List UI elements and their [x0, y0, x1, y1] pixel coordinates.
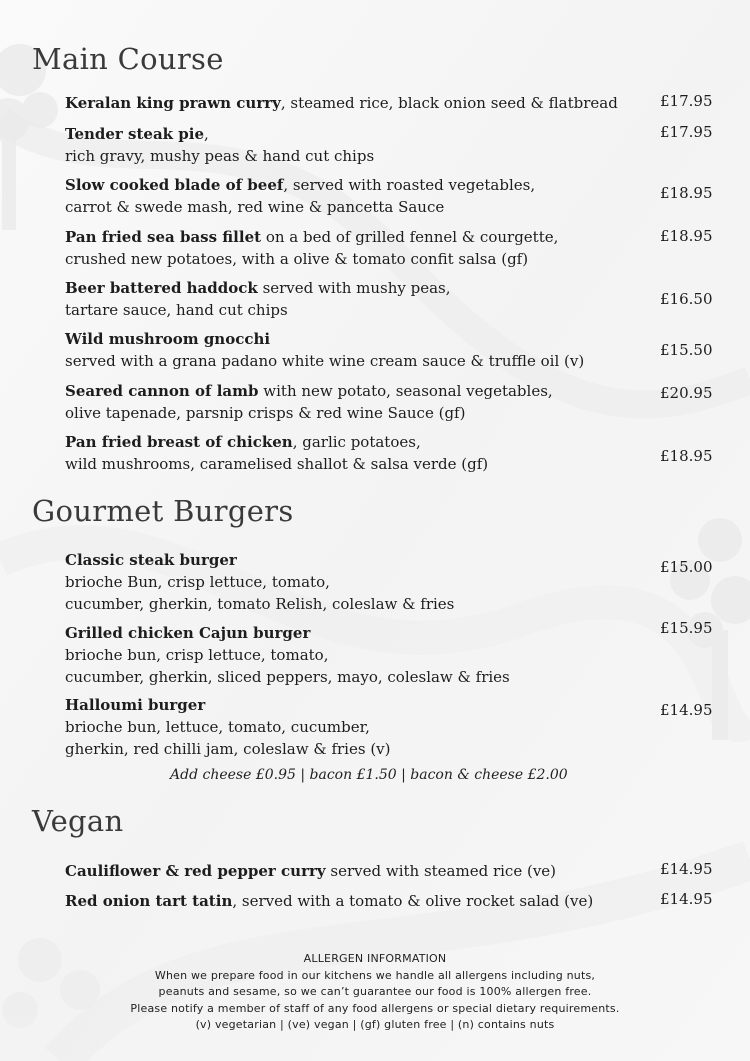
menu-item — [65, 174, 625, 218]
item-description: cucumber, gherkin, sliced peppers, mayo, coleslaw & fries — [65, 668, 510, 686]
item-description: with new potato, seasonal vegetables, — [258, 382, 553, 400]
item-price: £15.50 — [660, 341, 713, 359]
menu-item — [65, 622, 625, 688]
item-description: gherkin, red chilli jam, coleslaw & fries (v) — [65, 740, 391, 758]
item-description: brioche Bun, crisp lettuce, tomato, — [65, 573, 330, 591]
item-price: £16.50 — [660, 290, 713, 308]
section-title-gourmet-burgers: Gourmet Burgers — [32, 494, 294, 528]
allergen-key: (v) vegetarian | (ve) vegan | (gf) gluten free | (n) contains nuts — [195, 1018, 555, 1031]
item-description: wild mushrooms, caramelised shallot & salsa verde (gf) — [65, 455, 489, 473]
item-description: crushed new potatoes, with a olive & tomato confit salsa (gf) — [65, 250, 529, 268]
section-title-main-course: Main Course — [32, 42, 224, 76]
menu-item — [65, 328, 625, 372]
item-description: cucumber, gherkin, tomato Relish, coleslaw & fries — [65, 595, 455, 613]
item-description: rich gravy, mushy peas & hand cut chips — [65, 147, 375, 165]
item-description: , steamed rice, black onion seed & flatbread — [280, 94, 618, 112]
item-name: Classic steak burger — [65, 551, 237, 569]
menu-item — [65, 890, 625, 912]
menu-item — [65, 431, 625, 475]
item-name: Red onion tart tatin — [65, 892, 233, 910]
item-name: Pan fried sea bass fillet — [65, 228, 262, 246]
item-price: £18.95 — [660, 447, 713, 465]
allergen-text: peanuts and sesame, so we can’t guarantee our food is 100% allergen free. — [158, 985, 592, 998]
item-price: £14.95 — [660, 701, 713, 719]
item-name: Pan fried breast of chicken — [65, 433, 293, 451]
item-price: £18.95 — [660, 184, 713, 202]
section-title-vegan: Vegan — [32, 804, 124, 838]
menu-item — [65, 123, 625, 167]
item-name: Halloumi burger — [65, 696, 206, 714]
item-name: Tender steak pie — [65, 125, 205, 143]
item-description: , — [204, 125, 209, 143]
allergen-heading: ALLERGEN INFORMATION — [303, 952, 447, 965]
item-name: Grilled chicken Cajun burger — [65, 624, 311, 642]
item-description: served with steamed rice (ve) — [325, 862, 557, 880]
item-price: £17.95 — [660, 92, 713, 110]
item-description: olive tapenade, parsnip crisps & red wine Sauce (gf) — [65, 404, 466, 422]
item-name: Keralan king prawn curry — [65, 94, 281, 112]
item-description: brioche bun, crisp lettuce, tomato, — [65, 646, 329, 664]
item-price: £20.95 — [660, 384, 713, 402]
menu-item — [65, 549, 625, 615]
allergen-text: When we prepare food in our kitchens we handle all allergens including nuts, — [154, 968, 596, 982]
item-description: carrot & swede mash, red wine & pancetta Sauce — [65, 198, 445, 216]
item-name: Beer battered haddock — [65, 279, 258, 297]
item-price: £18.95 — [660, 227, 713, 245]
item-price: £17.95 — [660, 123, 713, 141]
item-description: served with a grana padano white wine cream sauce & truffle oil (v) — [65, 352, 585, 370]
item-price: £14.95 — [660, 890, 713, 908]
burger-addons: Add cheese £0.95 | bacon £1.50 | bacon & cheese £2.00 — [170, 767, 568, 783]
menu-item — [65, 860, 625, 882]
item-description: , served with a tomato & olive rocket salad (ve) — [232, 892, 594, 910]
allergen-information — [0, 951, 750, 1034]
item-price: £14.95 — [660, 860, 713, 878]
item-name: Slow cooked blade of beef — [65, 176, 284, 194]
allergen-text: Please notify a member of staff of any food allergens or special dietary requirements. — [130, 1001, 620, 1015]
item-price: £15.95 — [660, 619, 713, 637]
menu-item — [65, 226, 625, 270]
menu-item — [65, 694, 625, 760]
item-name: Cauliflower & red pepper curry — [65, 862, 326, 880]
menu-item — [65, 277, 625, 321]
menu-item — [65, 380, 625, 424]
item-description: on a bed of grilled fennel & courgette, — [261, 228, 559, 246]
item-description: tartare sauce, hand cut chips — [65, 301, 288, 319]
item-description: , garlic potatoes, — [292, 433, 421, 451]
item-description: brioche bun, lettuce, tomato, cucumber, — [65, 718, 370, 736]
item-description: served with mushy peas, — [257, 279, 451, 297]
menu-item — [65, 92, 625, 114]
item-description: , served with roasted vegetables, — [283, 176, 536, 194]
item-name: Seared cannon of lamb — [65, 382, 259, 400]
item-name: Wild mushroom gnocchi — [65, 330, 271, 348]
item-price: £15.00 — [660, 558, 713, 576]
